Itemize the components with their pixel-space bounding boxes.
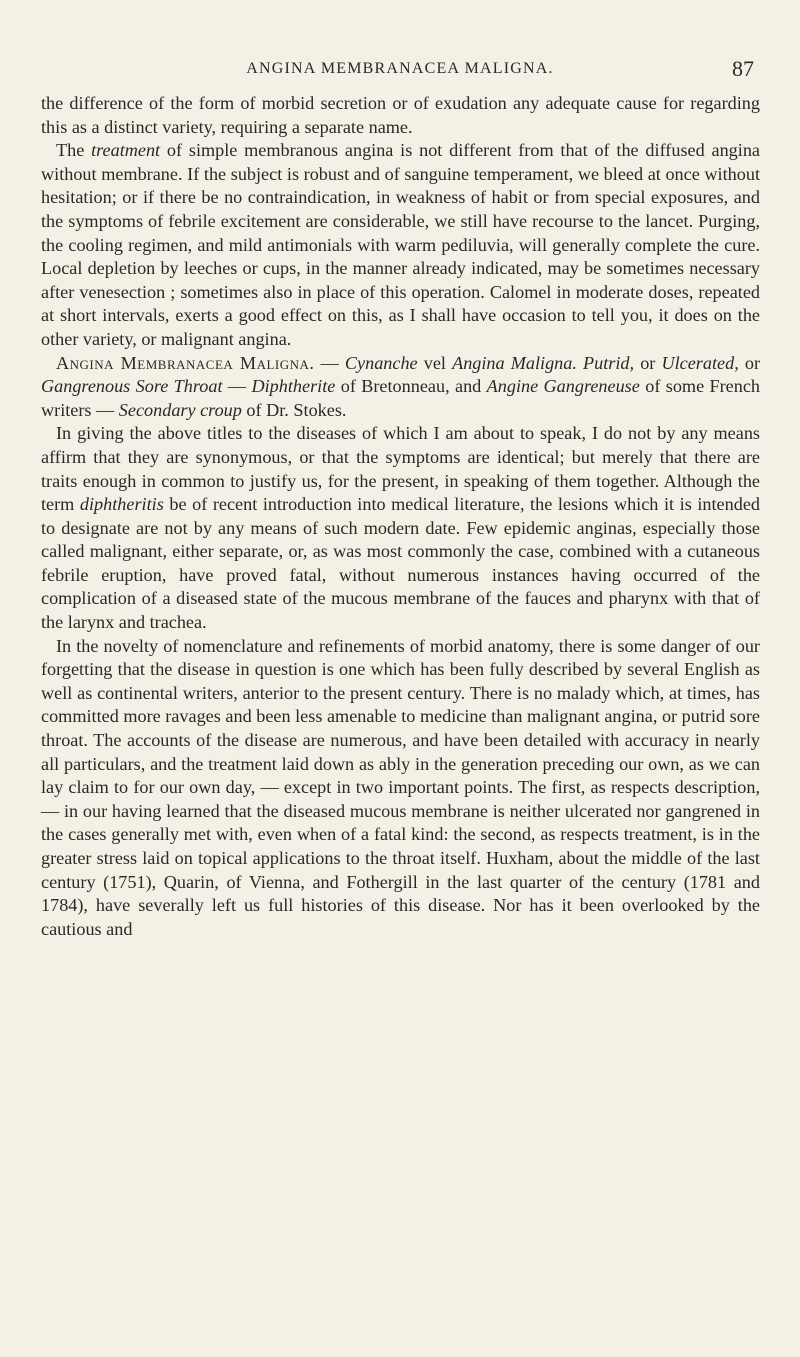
section-heading: Angina Membranacea Maligna. xyxy=(56,352,315,373)
emphasis-treatment: treatment xyxy=(91,140,161,161)
page-number: 87 xyxy=(732,56,754,81)
paragraph-nomenclature: In the novelty of nomenclature and refinements of morbid anatomy, there is some danger of our forgetting that the disease in question is one which has been fully described by several English as well as continental writers, anterior to the present century. There is no malady which, at times, has committed more ravages and been less amenable to medicine than malignant angina, or putrid sore throat. The accounts of the disease are numerous, and have been detailed with accuracy in nearly all particulars, and the treatment laid down as ably in the generation preceding our own, as we can lay claim to for our own day, — except in two important points. The first, as respects description, — in our having learned that the diseased mucous membrane is neither ulcerated nor gangrened in the cases generally met with, even when of a fatal kind: the second, as respects treatment, is in the greater stress laid on topical applications to the throat itself. Huxham, about the middle of the last century (1751), Quarin, of Vienna, and Fothergill in the last quarter of the century (1781 and 1784), have severally left us full histories of this disease. Nor has it been overlooked by the cautious and xyxy=(41,635,760,939)
paragraph-titles: In giving the above titles to the diseases of which I am about to speak, I do not by any means affirm that they are synonymous, or that the symptoms are identical; but merely that there are traits enough in common to justify us, for the present, in speaking of them together. Although the term diphtheritis be of recent introduction into medical literature, the lesions which it is intended to designate are not by any means of such modern date. Few epidemic anginas, especially those called malignant, either separate, or, as was most commonly the case, combined with a cutaneous febrile eruption, have proved fatal, without numerous instances having occurred of the complication of a diseased state of the mucous membrane of the fauces and pharynx with that of the larynx and trachea. xyxy=(41,423,760,633)
body-text xyxy=(41,92,760,941)
running-title: ANGINA MEMBRANACEA MALIGNA. xyxy=(246,60,554,77)
paragraph-1: the difference of the form of morbid secretion or of exudation any adequate cause for regarding this as a distinct variety, requiring a separate name. xyxy=(41,93,760,137)
paragraph-treatment: The treatment of simple membranous angina is not different from that of the diffused angina without membrane. If the subject is robust and of sanguine temperament, we bleed at once without hesitation; or if there be no contraindication, in weakness of habit or from special exposures, and the symptoms of febrile excitement are considerable, we still have recourse to the lancet. Purging, the cooling regimen, and mild antimonials with warm pediluvia, will generally complete the cure. Local depletion by leeches or cups, in the manner already indicated, may be sometimes necessary after venesection ; sometimes also in place of this operation. Calomel in moderate doses, repeated at short intervals, exerts a good effect on this, as I shall have occasion to tell you, it does on the other variety, or malignant angina. xyxy=(41,140,760,349)
running-header xyxy=(40,56,760,82)
paragraph-section-heading: Angina Membranacea Maligna. — Cynanche vel Angina Maligna. Putrid, or Ulcerated, or Gangrenous Sore Throat — Diphtherite of Bretonneau, and Angine Gangreneuse of some French writers — Secondary croup of Dr. Stokes. xyxy=(41,352,761,420)
